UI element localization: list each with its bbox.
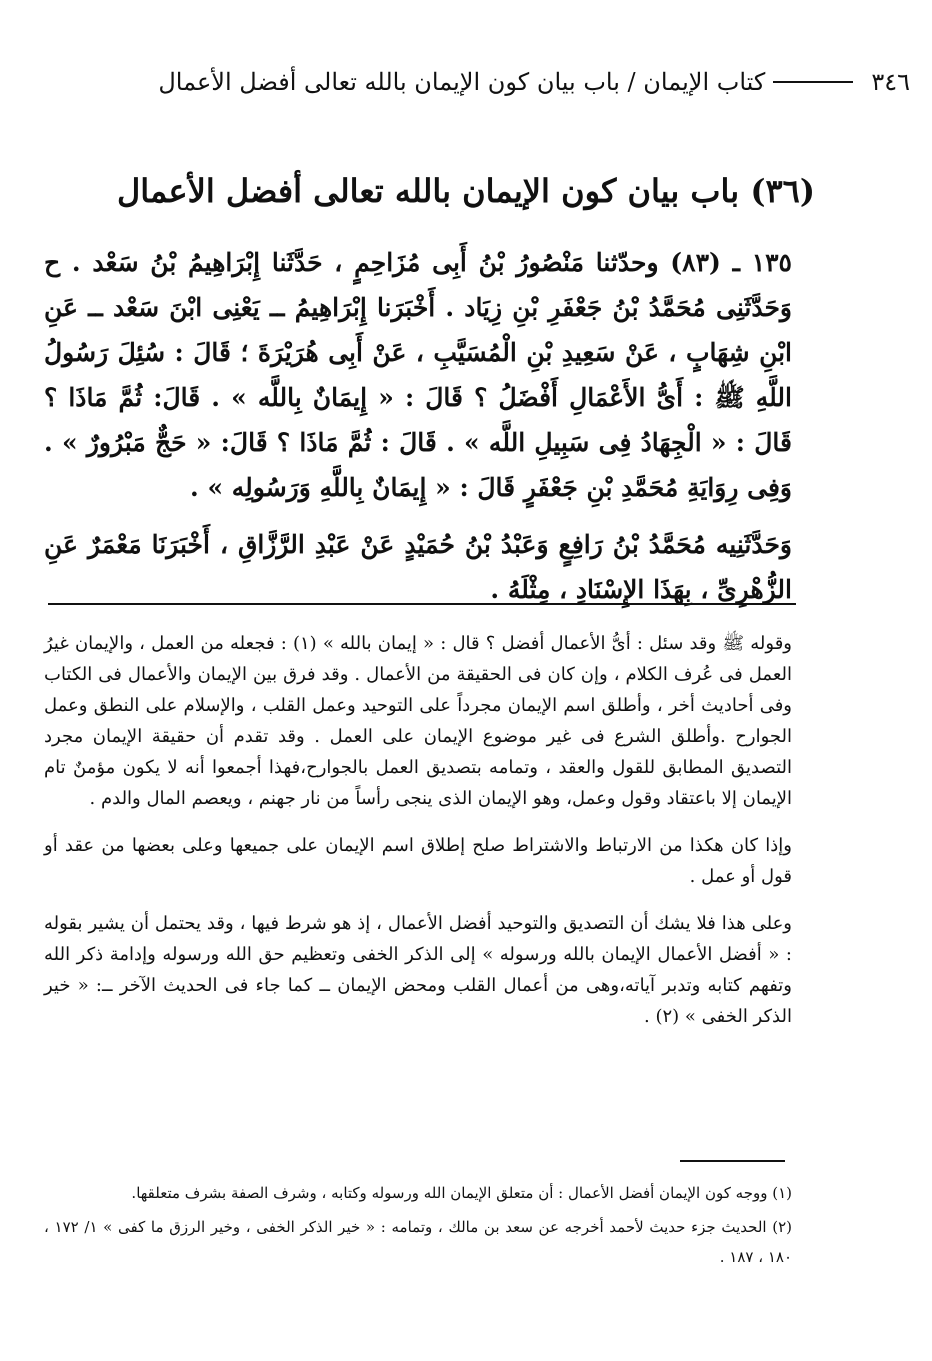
footnotes <box>44 1178 792 1276</box>
footnote: (٢) الحديث جزء حديث لأحمد أخرجه عن سعد بن مالك ، وتمامه : « خير الذكر الخفى ، وخير الرزق ما كفى » ١/ ١٧٢ ، ١٨٠ ، ١٨٧ . <box>44 1218 793 1266</box>
page-number: ٣٤٦ <box>871 68 910 96</box>
section-divider <box>48 603 796 605</box>
hadith-paragraph: وَحَدَّثَنِيه مُحَمَّدُ بْنُ رَافِعٍ وَعَبْدُ بْنُ حُمَيْدٍ عَنْ عَبْدِ الرَّزَّاقِ ، أَخْبَرَنَا مَعْمَرٌ عَنِ الزُّهْرِىِّ ، بِهَذَا الإِسْنَادِ ، مِثْلَهُ . <box>44 530 792 604</box>
chapter-title: (٣٦) باب بيان كون الإيمان بالله تعالى أفضل الأعمال <box>116 172 815 210</box>
commentary-paragraph: وإذا كان هكذا من الارتباط والاشتراط صلح إطلاق اسم الإيمان على جميعها وعلى بعضها من عقد أو قول أو عمل . <box>44 835 792 887</box>
footnote-divider <box>680 1160 785 1162</box>
page-header <box>22 62 910 102</box>
commentary-paragraph: وقوله ﷺ وقد سئل : أىُّ الأعمال أفضل ؟ قال : « إيمان بالله » (١) : فجعله من العمل ، والإيمان غيرُ العمل فى عُرف الكلام ، وإن كان فى الحقيقة من الأعمال . وقد فرق بين الإيمان والأعمال فى الكتاب وفى أحاديث أخر ، وأطلق اسم الإيمان مجرداً على التوحيد وعمل القلب ، والإسلام على النطق وعمل الجوارح .وأطلق الشرع فى غير موضوع الإيمان على العمل . وقد تقدم أن حقيقة الإيمان مجرد التصديق المطابق للقول والعقد ، وتمامه بتصديق العمل بالجوارح،فهذا أجمعوا أنه لا يكون مؤمنٌ تام الإيمان إلا باعتقاد وقول وعمل، وهو الإيمان الذى ينجى رأساً من نار جهنم ، ويعصم المال والدم . <box>44 633 792 809</box>
hadith-text <box>44 240 792 612</box>
footnote: (١) ووجه كون الإيمان أفضل الأعمال : أن متعلق الإيمان الله ورسوله وكتابه ، وشرف الصفة بشرف متعلقها. <box>131 1184 792 1202</box>
commentary <box>44 628 792 1048</box>
commentary-paragraph: وعلى هذا فلا يشك أن التصديق والتوحيد أفضل الأعمال ، إذ هو شرط فيها ، وقد يحتمل أن يشير بقوله : « أفضل الأعمال الإيمان بالله ورسوله » إلى الذكر الخفى وتعظيم حق الله ورسوله وإدامة ذكر الله وتفهم كتابه وتدبر آياته،وهى من أعمال القلب ومحض الإيمان ــ كما جاء فى الحديث الآخر ــ: « خير الذكر الخفى » (٢) . <box>44 913 792 1027</box>
hadith-paragraph: ١٣٥ ـ (٨٣) وحدّثنا مَنْصُورُ بْنُ أَبِى مُزَاحِمٍ ، حَدَّثَنا إِبْرَاهِيمُ بْنُ سَعْد . ح وَحَدَّثَنِى مُحَمَّدُ بْنُ جَعْفَرِ بْنِ زِيَاد . أَخْبَرَنا إِبْرَاهِيمُ ــ يَعْنِى ابْنَ سَعْد ــ عَنِ ابْنِ شِهَابٍ ، عَنْ سَعِيدِ بْنِ الْمُسَيَّبِ ، عَنْ أَبِى هُرَيْرَةَ ؛ قَالَ : سُئِلَ رَسُولُ اللَّهِ ﷺ : أَىُّ الأَعْمَالِ أَفْضَلُ ؟ قَالَ : « إِيمَانٌ بِاللَّه » . قَالَ: ثُمَّ مَاذَا ؟ قَالَ : « الْجِهَادُ فِى سَبِيلِ اللَّه » . قَالَ : ثُمَّ مَاذَا ؟ قَالَ: « حَجٌّ مَبْرُورٌ » . وَفِى رِوَايَةِ مُحَمَّدِ بْنِ جَعْفَرٍ قَالَ : « إِيمَانٌ بِاللَّهِ وَرَسُولِه » . <box>44 248 792 502</box>
running-title: كتاب الإيمان / باب بيان كون الإيمان بالله تعالى أفضل الأعمال <box>158 68 766 96</box>
header-rule <box>773 81 853 83</box>
